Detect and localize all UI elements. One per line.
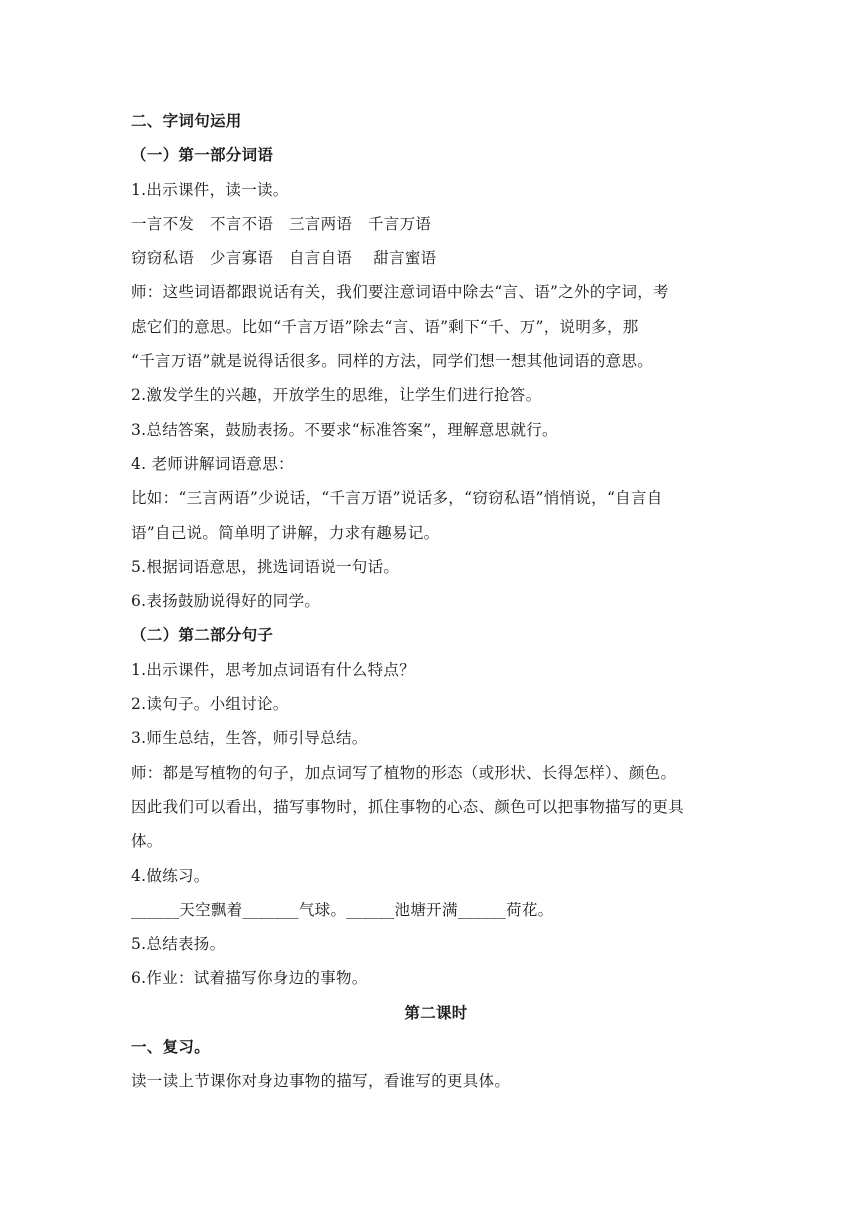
paragraph-line: 6.表扬鼓励说得好的同学。 [131,592,321,611]
paragraph-line: 体。 [131,832,163,851]
paragraph-line: 1.出示课件，读一读。 [131,180,289,199]
section-heading-word-sentence-use: 二、字词句运用 [131,112,242,130]
paragraph-line: 5.根据词语意思，挑选词语说一句话。 [131,557,400,576]
paragraph-line: “千言万语”就是说得话很多。同样的方法，同学们想一想其他词语的意思。 [131,352,654,371]
paragraph-line: 2.激发学生的兴趣，开放学生的思维，让学生们进行抢答。 [131,386,542,405]
lesson-two-heading: 第二课时 [404,1003,468,1022]
word-list-line: 窃窃私语 少言寡语 自言自语 甜言蜜语 [131,249,437,268]
paragraph-line: 4.做练习。 [131,866,210,885]
paragraph-line: 2.读句子。小组讨论。 [131,695,289,714]
paragraph-line: 虑它们的意思。比如“千言万语”除去“言、语”剩下“千、万”，说明多，那 [131,317,639,336]
paragraph-line: 1.出示课件，思考加点词语有什么特点？ [131,660,415,679]
subsection-heading-words: （一）第一部分词语 [131,146,274,165]
paragraph-line: 4. 老师讲解词语意思： [131,454,294,473]
section-heading-review: 一、复习。 [131,1038,211,1057]
paragraph-line: 读一读上节课你对身边事物的描写，看谁写的更具体。 [131,1072,511,1091]
paragraph-line: 3.师生总结，生答，师引导总结。 [131,729,368,748]
paragraph-line: 师：这些词语都跟说话有关，我们要注意词语中除去“言、语”之外的字词，考 [131,283,669,302]
document-page [131,104,741,1099]
paragraph-line: 语”自己说。简单明了讲解，力求有趣易记。 [131,523,440,542]
paragraph-line: 6.作业：试着描写你身边的事物。 [131,969,368,988]
word-list-line: 一言不发 不言不语 三言两语 千言万语 [131,214,432,233]
paragraph-line: 比如：“三言两语”少说话，“千言万语”说话多，“窃窃私语”悄悄说，“自言自 [131,489,663,508]
subsection-heading-sentences: （二）第二部分句子 [131,626,274,645]
paragraph-line: 师：都是写植物的句子，加点词写了植物的形态（或形状、长得怎样）、颜色。 [131,763,677,782]
exercise-blanks-line: ______天空飘着_______气球。______池塘开满______荷花。 [131,900,554,919]
paragraph-line: 3.总结答案，鼓励表扬。不要求“标准答案”，理解意思就行。 [131,420,558,439]
paragraph-line: 5.总结表扬。 [131,935,226,954]
paragraph-line: 因此我们可以看出，描写事物时，抓住事物的心态、颜色可以把事物描写的更具 [131,797,685,816]
